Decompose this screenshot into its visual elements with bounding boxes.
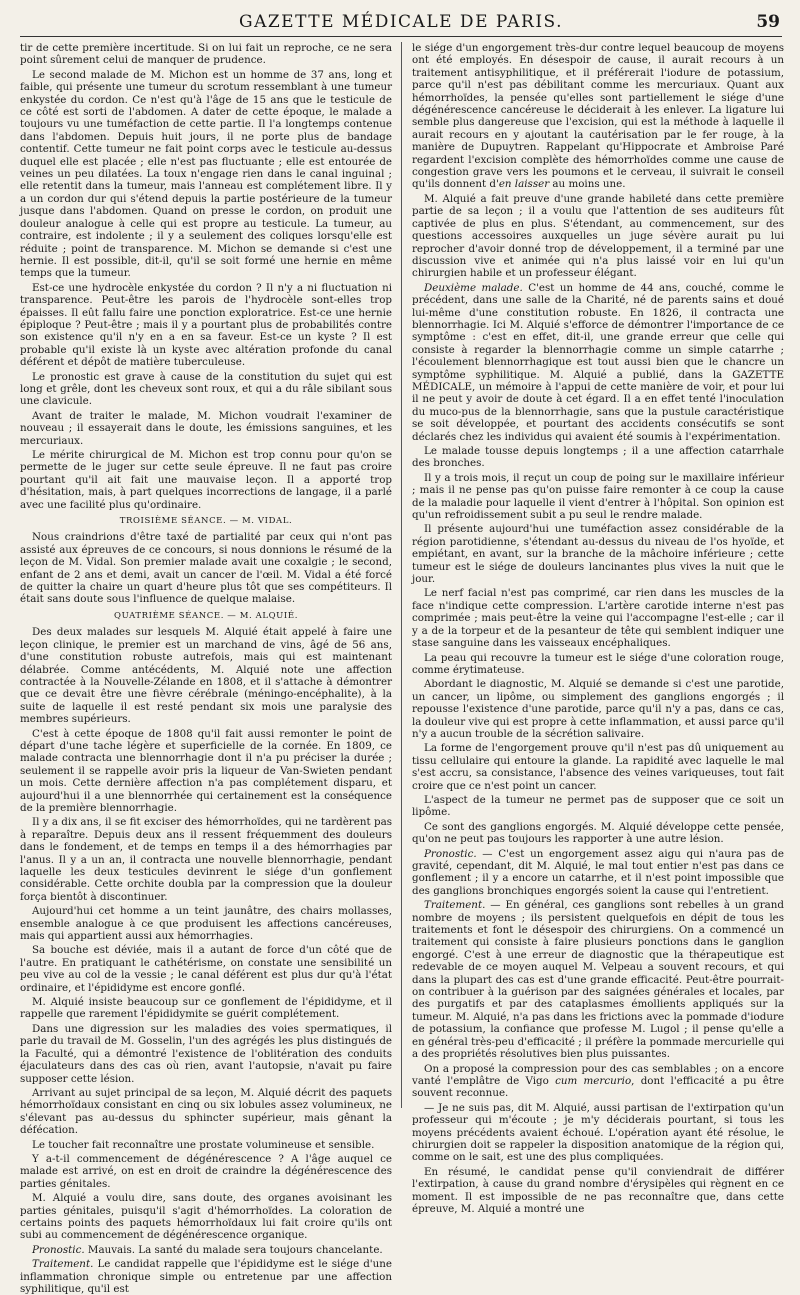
paragraph: Le malade tousse depuis longtemps ; il a une affection catarrhale des bronches. [412, 445, 784, 470]
section-heading: QUATRIÈME SÉANCE. — M. ALQUIÉ. [114, 610, 298, 621]
section-heading: TROISIÈME SÉANCE. — M. VIDAL. [119, 516, 293, 527]
paragraph: Ce sont des ganglions engorgés. M. Alquié développe cette pensée, qu'on ne peut pas toujours les rapporter à une autre lésion. [412, 820, 784, 846]
paragraph-text: Le candidat rappelle que l'épididyme est le siége d'une inflammation chronique simple ou entretenue par une affection syphilitique, qu'il est [20, 1258, 392, 1295]
run-in-label: Traitement. [32, 1258, 94, 1271]
italic-phrase: en laisser [498, 178, 550, 191]
paragraph [412, 42, 784, 191]
page-header [20, 10, 782, 37]
paragraph: Il y a dix ans, il se fit exciser des hémorrhoïdes, qui ne tardèrent pas à reparaître. Depuis deux ans il ressent fréquemment des douleurs dans le fondement, et de temps en temps il a des hémorrhagies par l'anus. Il y a un an, il contracta une nouvelle blennorrhagie, pendant laquelle les deux testicules devinrent le siége d'un gonflement considérable. Cette orchite doubla par la compression que la douleur força bientôt à discontinuer. [20, 816, 392, 903]
paragraph: Abordant le diagnostic, M. Alquié se demande si c'est une parotide, un cancer, un lipôme, ou simplement des ganglions engorgés ; il repousse l'existence d'une parotide, parce qu'il n'y a pas, dans ce cas, la douleur vive qui est propre à cette inflammation, et aussi parce qu'il n'y a aucun trouble de la sécrétion salivaire. [412, 678, 784, 740]
paragraph: En résumé, le candidat pense qu'il conviendrait de différer l'extirpation, à cause du grand nombre d'érysipèles qui règnent en ce moment. Il est impossible de ne pas reconnaître que, dans cette épreuve, M. Alquié a montré une [412, 1165, 784, 1215]
paragraph: M. Alquié a voulu dire, sans doute, des organes avoisinant les parties génitales, puisqu'il s'agit d'hémorrhoïdes. La coloration de certains points des paquets hémorrhoïdaux lui fait croire qu'ils ont subi au commencement de dégénérescence organique. [20, 1192, 392, 1242]
paragraph: Le pronostic est grave à cause de la constitution du sujet qui est long et grêle, dont les cheveux sont roux, et qui a du râle sibilant sous une clavicule. [20, 370, 392, 408]
paragraph-text: le siége d'un engorgement très-dur contre lequel beaucoup de moyens ont été employés. En désespoir de cause, il aurait recours à un traitement antisyphilitique, et il préférerait l'iodure de potassium, parce qu'il n'est pas débilitant comme les mercuriaux. Quant aux hémorrhoïdes, la pensée qu'elles sont partiellement le siége d'une dégénérescence cancéreuse le déciderait à les enlever. La ligature lui semble plus dangereuse que l'excision, qui est la méthode à laquelle il aurait recours en y ajoutant la cautérisation par le fer rouge, à la manière de Dupuytren. Rappelant qu'Hippocrate et Ambroise Paré regardent l'excision complète des hémorrhoïdes comme une cause de congestion grave vers les poumons et le cerveau, il suivrait le conseil qu'ils donnent d' [412, 42, 784, 191]
paragraph: M. Alquié insiste beaucoup sur ce gonflement de l'épididyme, et il rappelle que rarement l'épididymite se guérit complétement. [20, 996, 392, 1021]
journal-title: GAZETTE MÉDICALE DE PARIS. [239, 12, 563, 32]
paragraph: Il y a trois mois, il reçut un coup de poing sur le maxillaire inférieur ; mais il ne pense pas qu'on puisse faire remonter à ce coup la cause de la maladie pour laquelle il vient d'entrer à l'hôpital. Son opinion est qu'un refroidissement subit a pu seul le rendre malade. [412, 471, 784, 522]
paragraph: tir de cette première incertitude. Si on lui fait un reproche, ce ne sera point sûrement celui de manquer de prudence. [20, 42, 392, 67]
italic-phrase: cum mercurio [555, 1074, 632, 1087]
page-number: 59 [756, 12, 780, 32]
paragraph: Arrivant au sujet principal de sa leçon, M. Alquié décrit des paquets hémorrhoïdaux consistant en cinq ou six lobules assez volumineux, ne s'élevant pas au-dessus du sphincter supérieur, mais gênant la défécation. [20, 1086, 392, 1137]
paragraph: Est-ce une hydrocèle enkystée du cordon ? Il n'y a ni fluctuation ni transparence. Peut-être les parois de l'hydrocèle sont-elles trop épaisses. Il eût fallu faire une ponction exploratrice. Est-ce une hernie épiploque ? Peut-être ; mais il y a pourtant plus de probabilités contre son existence qu'il n'y en a en sa faveur. Est-ce un kyste ? Il est probable qu'il existe là un kyste avec altération profonde du canal déférent et dépôt de matière tuberculeuse. [20, 281, 392, 369]
paragraph-text: — C'est un engorgement assez aigu qui n'aura pas de gravité, cependant, dit M. Alquié, le mal tout entier n'est pas dans ce gonflement ; il y a encore un catarrhe, et il n'est point impossible que des ganglions bronchiques engorgés soient la cause qui l'entretient. [412, 847, 784, 897]
paragraph-text: — En général, ces ganglions sont rebelles à un grand nombre de moyens ; ils persistent quelquefois en dépit de tous les traitements et font le désespoir des chirurgiens. On a commencé un traitement qui consiste à faire plusieurs ponctions dans le ganglion engorgé. C'est à une erreur de diagnostic que la thérapeutique est redevable de ce moyen auquel M. Velpeau a souvent recours, et qui dans la plupart des cas est d'une grande efficacité. Peut-être pourrait-on contribuer à la guérison par des saignées générales et locales, par des purgatifs et par des cataplasmes émollients appliqués sur la tumeur. M. Alquié, n'a pas dans les frictions avec la pommade d'iodure de potassium, la confiance que professe M. Lugol ; il pense qu'elle a en général très-peu d'efficacité ; il préfère la pommade mercurielle qui a des propriétés résolutives bien plus puissantes. [412, 899, 784, 1061]
paragraph [20, 1258, 392, 1295]
paragraph [412, 848, 784, 898]
paragraph: C'est à cette époque de 1808 qu'il fait aussi remonter le point de départ d'une tache légère et superficielle de la cornée. En 1809, ce malade contracta une blennorrhagie dont il n'a pu préciser la durée ; seulement il se rappelle avoir pris la liqueur de Van-Swieten pendant un mois. Cette dernière affection n'a pas complétement disparu, et aujourd'hui il a une blennorrhée qui certainement est la conséquence de la première blennorrhagie. [20, 727, 392, 814]
paragraph: Le second malade de M. Michon est un homme de 37 ans, long et faible, qui présente une tumeur du scrotum ressemblant à une tumeur enkystée du cordon. Ce n'est qu'à l'âge de 15 ans que le testicule de ce côté est sorti de l'abdomen. A dater de cette époque, le malade a toujours vu une tuméfaction de cette partie. Il l'a longtemps contenue dans l'abdomen. Depuis huit jours, il ne porte plus de bandage contentif. Cette tumeur ne fait point corps avec le testicule au-dessus duquel elle est placée ; elle n'est pas fluctuante ; elle est entourée de veines un peu dilatées. La toux n'engage rien dans le canal inguinal ; elle retentit dans la tumeur, mais l'anneau est complétement libre. Il y a un cordon dur qui s'étend depuis la partie postérieure de la tumeur jusque dans l'abdomen. Quand on presse le cordon, on produit une douleur analogue à celle qui est propre au testicule. La tumeur, au contraire, est indolente ; il y a seulement des coliques lorsqu'elle est réduite ; point de transparence. M. Michon se demande si c'est une hernie. Il est possible, dit-il, qu'il se soit formé une hernie en même temps que la tumeur. [20, 68, 392, 280]
run-in-label: Deuxième malade. [424, 281, 523, 294]
paragraph: M. Alquié a fait preuve d'une grande habileté dans cette première partie de sa leçon ; il a voulu que l'attention de ses auditeurs fût captivée de plus en plus. S'étendant, au commencement, sur des questions accessoires auxquelles un juge sévère aurait pu lui reprocher d'avoir donné trop de développement, il a terminé par une discussion vive et animée qui n'a plus laissé voir en lui qu'un chirurgien habile et un professeur élégant. [412, 192, 784, 280]
paragraph: La peau qui recouvre la tumeur est le siége d'une coloration rouge, comme érytimateuse. [412, 651, 784, 676]
paragraph: Aujourd'hui cet homme a un teint jaunâtre, des chairs mollasses, ensemble analogue à ce que produisent les affections cancéreuses, mais qui appartient aussi aux hémorrhagies. [20, 905, 392, 943]
paragraph [412, 282, 784, 443]
paragraph: Le toucher fait reconnaître une prostate volumineuse et sensible. [32, 1138, 375, 1151]
paragraph [412, 899, 784, 1060]
paragraph: La forme de l'engorgement prouve qu'il n'est pas dû uniquement au tissu cellulaire qui entoure la glande. La rapidité avec laquelle le mal s'est accru, sa consistance, l'absence des veines variqueuses, tout fait croire que ce n'est point un cancer. [412, 742, 784, 792]
paragraph: Nous craindrions d'être taxé de partialité par ceux qui n'ont pas assisté aux épreuves de ce concours, si nous donnions le résumé de la leçon de M. Vidal. Son premier malade avait une coxalgie ; le second, enfant de 2 ans et demi, avait un cancer de l'œil. M. Vidal a été forcé de quitter la chaire un quart d'heure plus tôt que ses compétiteurs. Il était sans doute sous l'influence de quelque malaise. [20, 531, 392, 606]
article-columns [20, 42, 784, 1295]
paragraph: Le mérite chirurgical de M. Michon est trop connu pour qu'on se permette de le juger sur cette seule épreuve. Il ne faut pas croire pourtant qu'il ait fait une mauvaise leçon. Il a apporté trop d'hésitation, mais, à part quelques incorrections de langage, il a parlé avec une facilité plus qu'ordinaire. [20, 449, 392, 511]
run-in-label: Pronostic. [424, 847, 477, 860]
paragraph: Il présente aujourd'hui une tuméfaction assez considérable de la région parotidienne, s'étendant au-dessus du niveau de l'os hyoïde, et empiétant, en avant, sur la branche de la mâchoire inférieure ; cette tumeur est le siége de douleurs lancinantes plus vives la nuit que le jour. [412, 523, 784, 586]
paragraph [20, 1244, 392, 1256]
paragraph: — Je ne suis pas, dit M. Alquié, aussi partisan de l'extirpation qu'un professeur qui m'écoute ; je m'y déciderais pourtant, si tous les moyens précédents avaient échoué. L'opération ayant été résolue, le chirurgien doit se rappeler la disposition anatomique de la région qui, comme on le sait, est une des plus compliquées. [412, 1101, 784, 1164]
paragraph-text: , dont l'efficacité a pu être souvent reconnue. [412, 1074, 784, 1100]
paragraph-text: C'est un homme de 44 ans, couché, comme le précédent, dans une salle de la Charité, né de parents sains et doué lui-même d'une constitution robuste. En 1826, il contracta une blennorrhagie. Ici M. Alquié s'efforce de démontrer l'importance de ce symptôme : c'est en effet, dit-il, une grande erreur que celle qui consiste à regarder la blennorrhagie comme un simple catarrhe ; l'écoulement blennorrhagique est tout aussi bien que le chancre un symptôme syphilitique. M. Alquié a publié, dans la GAZETTE MÉDICALE, un mémoire à l'appui de cette manière de voir, et pour lui il ne peut y avoir de doute à cet égard. Il a en effet tenté l'inoculation du muco-pus de la blennorrhagie, sans que la pustule caractéristique se soit développée, et pourtant des accidents consécutifs se sont déclarés chez les individus qui avaient été soumis à l'expérimentation. [412, 281, 784, 443]
paragraph [412, 1063, 784, 1100]
paragraph-text: Mauvais. La santé du malade sera toujours chancelante. [84, 1243, 383, 1256]
paragraph-text: au moins une. [549, 178, 626, 191]
paragraph: Le nerf facial n'est pas comprimé, car rien dans les muscles de la face n'indique cette compression. L'artère carotide interne n'est pas comprimée ; mais peut-être la veine qui l'accompagne l'est-elle ; car il y a de la torpeur et de la pesanteur de tête qui semblent indiquer une stase sanguine dans les vaisseaux encéphaliques. [412, 587, 784, 650]
left-column [20, 42, 392, 1295]
paragraph: Y a-t-il commencement de dégénérescence ? A l'âge auquel ce malade est arrivé, on est en droit de craindre la dégénérescence des parties génitales. [20, 1152, 392, 1190]
paragraph-text: On a proposé la compression pour des cas semblables ; on a encore vanté l'emplâtre de Vigo [412, 1062, 784, 1087]
paragraph: Sa bouche est déviée, mais il a autant de force d'un côté que de l'autre. En pratiquant le cathétérisme, on constate une sensibilité un peu vive au col de la vessie ; le canal déférent est plus dur qu'à l'état ordinaire, et l'épididyme est encore gonflé. [20, 944, 392, 994]
right-column [412, 42, 784, 1215]
run-in-label: Pronostic. [32, 1243, 85, 1256]
column-rule [401, 42, 402, 1108]
paragraph: Avant de traiter le malade, M. Michon voudrait l'examiner de nouveau ; il essayerait dans le doute, les émissions sanguines, et les mercuriaux. [20, 409, 392, 447]
paragraph: L'aspect de la tumeur ne permet pas de supposer que ce soit un lipôme. [412, 793, 784, 819]
paragraph: Dans une digression sur les maladies des voies spermatiques, il parle du travail de M. Gosselin, l'un des agrégés les plus distingués de la Faculté, qui a démontré l'existence de l'oblitération des conduits éjaculateurs dans des cas où rien, avant l'autopsie, n'avait pu faire supposer cette lésion. [20, 1022, 392, 1085]
run-in-label: Traitement. [424, 899, 486, 912]
paragraph: Des deux malades sur lesquels M. Alquié était appelé à faire une leçon clinique, le premier est un marchand de vins, âgé de 56 ans, d'une constitution robuste autrefois, mais qui est maintenant délabrée. Comme antécédents, M. Alquié note une affection contractée à la Nouvelle-Zélande en 1808, et il s'attache à démontrer que ce devait être une fièvre cérébrale (méningo-encéphalite), à la suite de laquelle il est resté pendant six mois une paralysie des membres supérieurs. [20, 626, 392, 726]
